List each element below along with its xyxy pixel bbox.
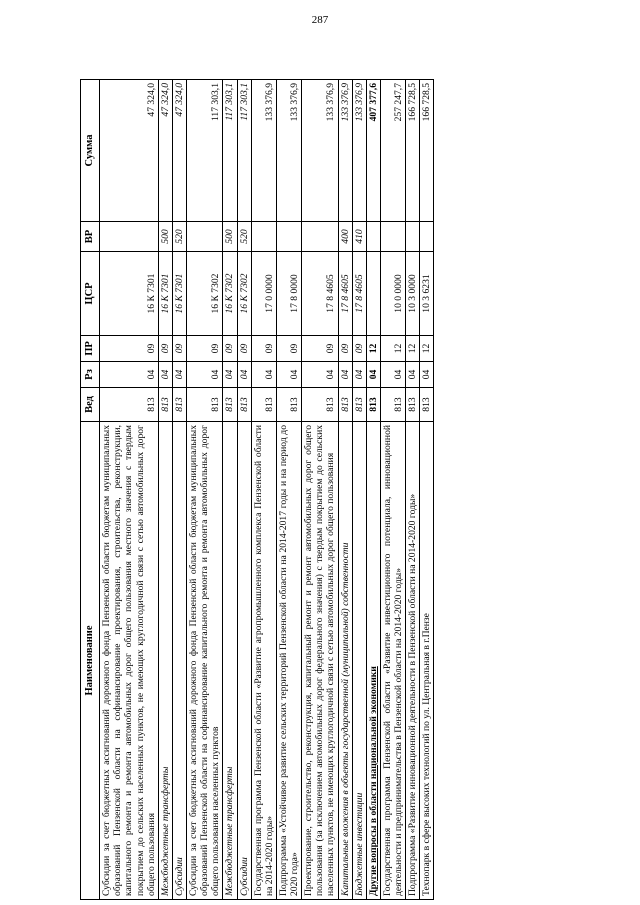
cell-ved: 813 xyxy=(187,388,223,422)
cell-pr: 09 xyxy=(223,336,237,362)
cell-sum: 47 324,0 xyxy=(172,80,186,222)
cell-ved: 813 xyxy=(420,388,434,422)
cell-vr: 400 xyxy=(338,222,352,252)
cell-csr: 10 0 0000 xyxy=(380,252,405,336)
table-row xyxy=(352,80,366,900)
table-row xyxy=(338,80,352,900)
cell-sum: 117 303,1 xyxy=(237,80,251,222)
cell-csr: 10 3 6231 xyxy=(420,252,434,336)
cell-pr: 12 xyxy=(420,336,434,362)
cell-ved: 813 xyxy=(100,388,159,422)
cell-sum: 133 376,9 xyxy=(302,80,338,222)
cell-sum: 407 377,6 xyxy=(366,80,380,222)
table-row xyxy=(172,80,186,900)
cell-sum: 133 376,9 xyxy=(338,80,352,222)
table-body xyxy=(100,80,434,900)
cell-rz: 04 xyxy=(172,362,186,388)
table-row xyxy=(100,80,159,900)
cell-name: Подпрограмма «Устойчивое развитие сельских территорий Пензенской области на 2014-2017 годы и на период до 2020 года» xyxy=(276,422,301,900)
cell-ved: 813 xyxy=(158,388,172,422)
cell-ved: 813 xyxy=(352,388,366,422)
cell-rz: 04 xyxy=(302,362,338,388)
cell-rz: 04 xyxy=(366,362,380,388)
cell-name: Государственная программа Пензенской области «Развитие агропромышленного комплекса Пензенской области на 2014-2020 годы» xyxy=(251,422,276,900)
cell-rz: 04 xyxy=(420,362,434,388)
cell-sum: 117 303,1 xyxy=(223,80,237,222)
cell-name: Бюджетные инвестиции xyxy=(352,422,366,900)
cell-sum: 257 247,7 xyxy=(380,80,405,222)
cell-vr xyxy=(100,222,159,252)
cell-ved: 813 xyxy=(380,388,405,422)
cell-name: Межбюджетные трансферты xyxy=(223,422,237,900)
table-row xyxy=(158,80,172,900)
cell-rz: 04 xyxy=(158,362,172,388)
cell-vr: 410 xyxy=(352,222,366,252)
cell-name: Субсидии xyxy=(172,422,186,900)
cell-pr: 09 xyxy=(100,336,159,362)
cell-name: Технопарк в сфере высоких технологий по ул. Центральная в г.Пензе xyxy=(420,422,434,900)
cell-csr: 17 8 4605 xyxy=(338,252,352,336)
cell-rz: 04 xyxy=(187,362,223,388)
cell-csr: 17 8 4605 xyxy=(302,252,338,336)
cell-vr xyxy=(380,222,405,252)
cell-name: Государственная программа Пензенской области «Развитие инвестиционного потенциала, инновационной деятельности и предпринимательства в Пензенской области на 2014-2020 годы» xyxy=(380,422,405,900)
cell-sum: 166 728,5 xyxy=(420,80,434,222)
cell-pr: 09 xyxy=(158,336,172,362)
table-row xyxy=(187,80,223,900)
cell-csr: 17 0 0000 xyxy=(251,252,276,336)
cell-pr: 09 xyxy=(338,336,352,362)
cell-rz: 04 xyxy=(223,362,237,388)
cell-ved: 813 xyxy=(172,388,186,422)
cell-pr: 12 xyxy=(366,336,380,362)
table-row xyxy=(366,80,380,900)
budget-table xyxy=(80,79,434,900)
cell-ved: 813 xyxy=(223,388,237,422)
cell-ved: 813 xyxy=(237,388,251,422)
cell-ved: 813 xyxy=(302,388,338,422)
cell-vr: 500 xyxy=(223,222,237,252)
cell-rz: 04 xyxy=(100,362,159,388)
cell-name: Другие вопросы в области национальной экономики xyxy=(366,422,380,900)
rotated-table-container xyxy=(80,80,640,900)
cell-sum: 133 376,9 xyxy=(276,80,301,222)
table-row xyxy=(420,80,434,900)
cell-vr xyxy=(420,222,434,252)
cell-name: Субсидии за счет бюджетных ассигнований дорожного фонда Пензенской области бюджетам муниципальных образований Пензенской области на софинансирование капитального ремонта и ремонта автомобильных дорог общего пользования населенных пунктов xyxy=(187,422,223,900)
table-row xyxy=(237,80,251,900)
cell-rz: 04 xyxy=(338,362,352,388)
table-row xyxy=(251,80,276,900)
cell-csr: 17 8 4605 xyxy=(352,252,366,336)
cell-ved: 813 xyxy=(276,388,301,422)
cell-name: Подпрограмма «Развитие инновационной деятельности в Пензенской области на 2014-2020 годы» xyxy=(406,422,420,900)
cell-vr: 500 xyxy=(158,222,172,252)
cell-name: Субсидии xyxy=(237,422,251,900)
table-row xyxy=(406,80,420,900)
cell-ved: 813 xyxy=(338,388,352,422)
cell-pr: 09 xyxy=(276,336,301,362)
cell-vr xyxy=(187,222,223,252)
header-ved: Вед xyxy=(81,388,100,422)
cell-rz: 04 xyxy=(380,362,405,388)
cell-csr: 17 8 0000 xyxy=(276,252,301,336)
cell-pr: 09 xyxy=(352,336,366,362)
cell-vr xyxy=(406,222,420,252)
cell-csr xyxy=(366,252,380,336)
cell-sum: 133 376,9 xyxy=(251,80,276,222)
header-name: Наименование xyxy=(81,422,100,900)
cell-pr: 09 xyxy=(251,336,276,362)
cell-sum: 133 376,9 xyxy=(352,80,366,222)
table-row xyxy=(302,80,338,900)
cell-sum: 117 303,1 xyxy=(187,80,223,222)
cell-sum: 47 324,0 xyxy=(100,80,159,222)
table-row xyxy=(223,80,237,900)
cell-csr: 16 К 7301 xyxy=(172,252,186,336)
header-pr: ПР xyxy=(81,336,100,362)
cell-pr: 09 xyxy=(172,336,186,362)
cell-vr xyxy=(251,222,276,252)
cell-csr: 16 К 7302 xyxy=(237,252,251,336)
cell-pr: 09 xyxy=(187,336,223,362)
cell-ved: 813 xyxy=(251,388,276,422)
table-row xyxy=(276,80,301,900)
cell-pr: 09 xyxy=(302,336,338,362)
cell-name: Проектирование, строительство, реконструкция, капитальный ремонт и ремонт автомобильных дорог общего пользования (за исключением автомобильных дорог федерального значения) с твердым покрытием до сельских населенных пунктов, не имеющих круглогодичной связи с сетью автомобильных дорог общего пользования xyxy=(302,422,338,900)
cell-vr xyxy=(302,222,338,252)
cell-csr: 16 К 7302 xyxy=(187,252,223,336)
table-row xyxy=(380,80,405,900)
cell-sum: 166 728,5 xyxy=(406,80,420,222)
cell-csr: 16 К 7301 xyxy=(158,252,172,336)
cell-csr: 10 3 0000 xyxy=(406,252,420,336)
cell-vr: 520 xyxy=(237,222,251,252)
cell-rz: 04 xyxy=(237,362,251,388)
header-sum: Сумма xyxy=(81,80,100,222)
cell-rz: 04 xyxy=(352,362,366,388)
cell-sum: 47 324,0 xyxy=(158,80,172,222)
cell-vr: 520 xyxy=(172,222,186,252)
cell-pr: 12 xyxy=(380,336,405,362)
cell-vr xyxy=(276,222,301,252)
cell-name: Капитальные вложения в объекты государственной (муниципальной) собственности xyxy=(338,422,352,900)
table-header-row xyxy=(81,80,100,900)
cell-ved: 813 xyxy=(406,388,420,422)
header-rz: Рз xyxy=(81,362,100,388)
header-csr: ЦСР xyxy=(81,252,100,336)
cell-rz: 04 xyxy=(276,362,301,388)
cell-pr: 12 xyxy=(406,336,420,362)
cell-csr: 16 К 7302 xyxy=(223,252,237,336)
cell-name: Межбюджетные трансферты xyxy=(158,422,172,900)
header-vr: ВР xyxy=(81,222,100,252)
cell-rz: 04 xyxy=(406,362,420,388)
cell-pr: 09 xyxy=(237,336,251,362)
cell-rz: 04 xyxy=(251,362,276,388)
cell-ved: 813 xyxy=(366,388,380,422)
cell-name: Субсидии за счет бюджетных ассигнований дорожного фонда Пензенской области бюджетам муниципальных образований Пензенской области на софинансирование проектирования, строительства, реконструкции, капитального ремонта и ремонта автомобильных дорог общего пользования местного значения с твердым покрытием до сельских населенных пунктов, не имеющих круглогодичной связи с сетью автомобильных дорог общего пользования xyxy=(100,422,159,900)
page-number: 287 xyxy=(311,14,329,26)
rotated-table-wrapper xyxy=(80,80,640,900)
cell-csr: 16 К 7301 xyxy=(100,252,159,336)
cell-vr xyxy=(366,222,380,252)
